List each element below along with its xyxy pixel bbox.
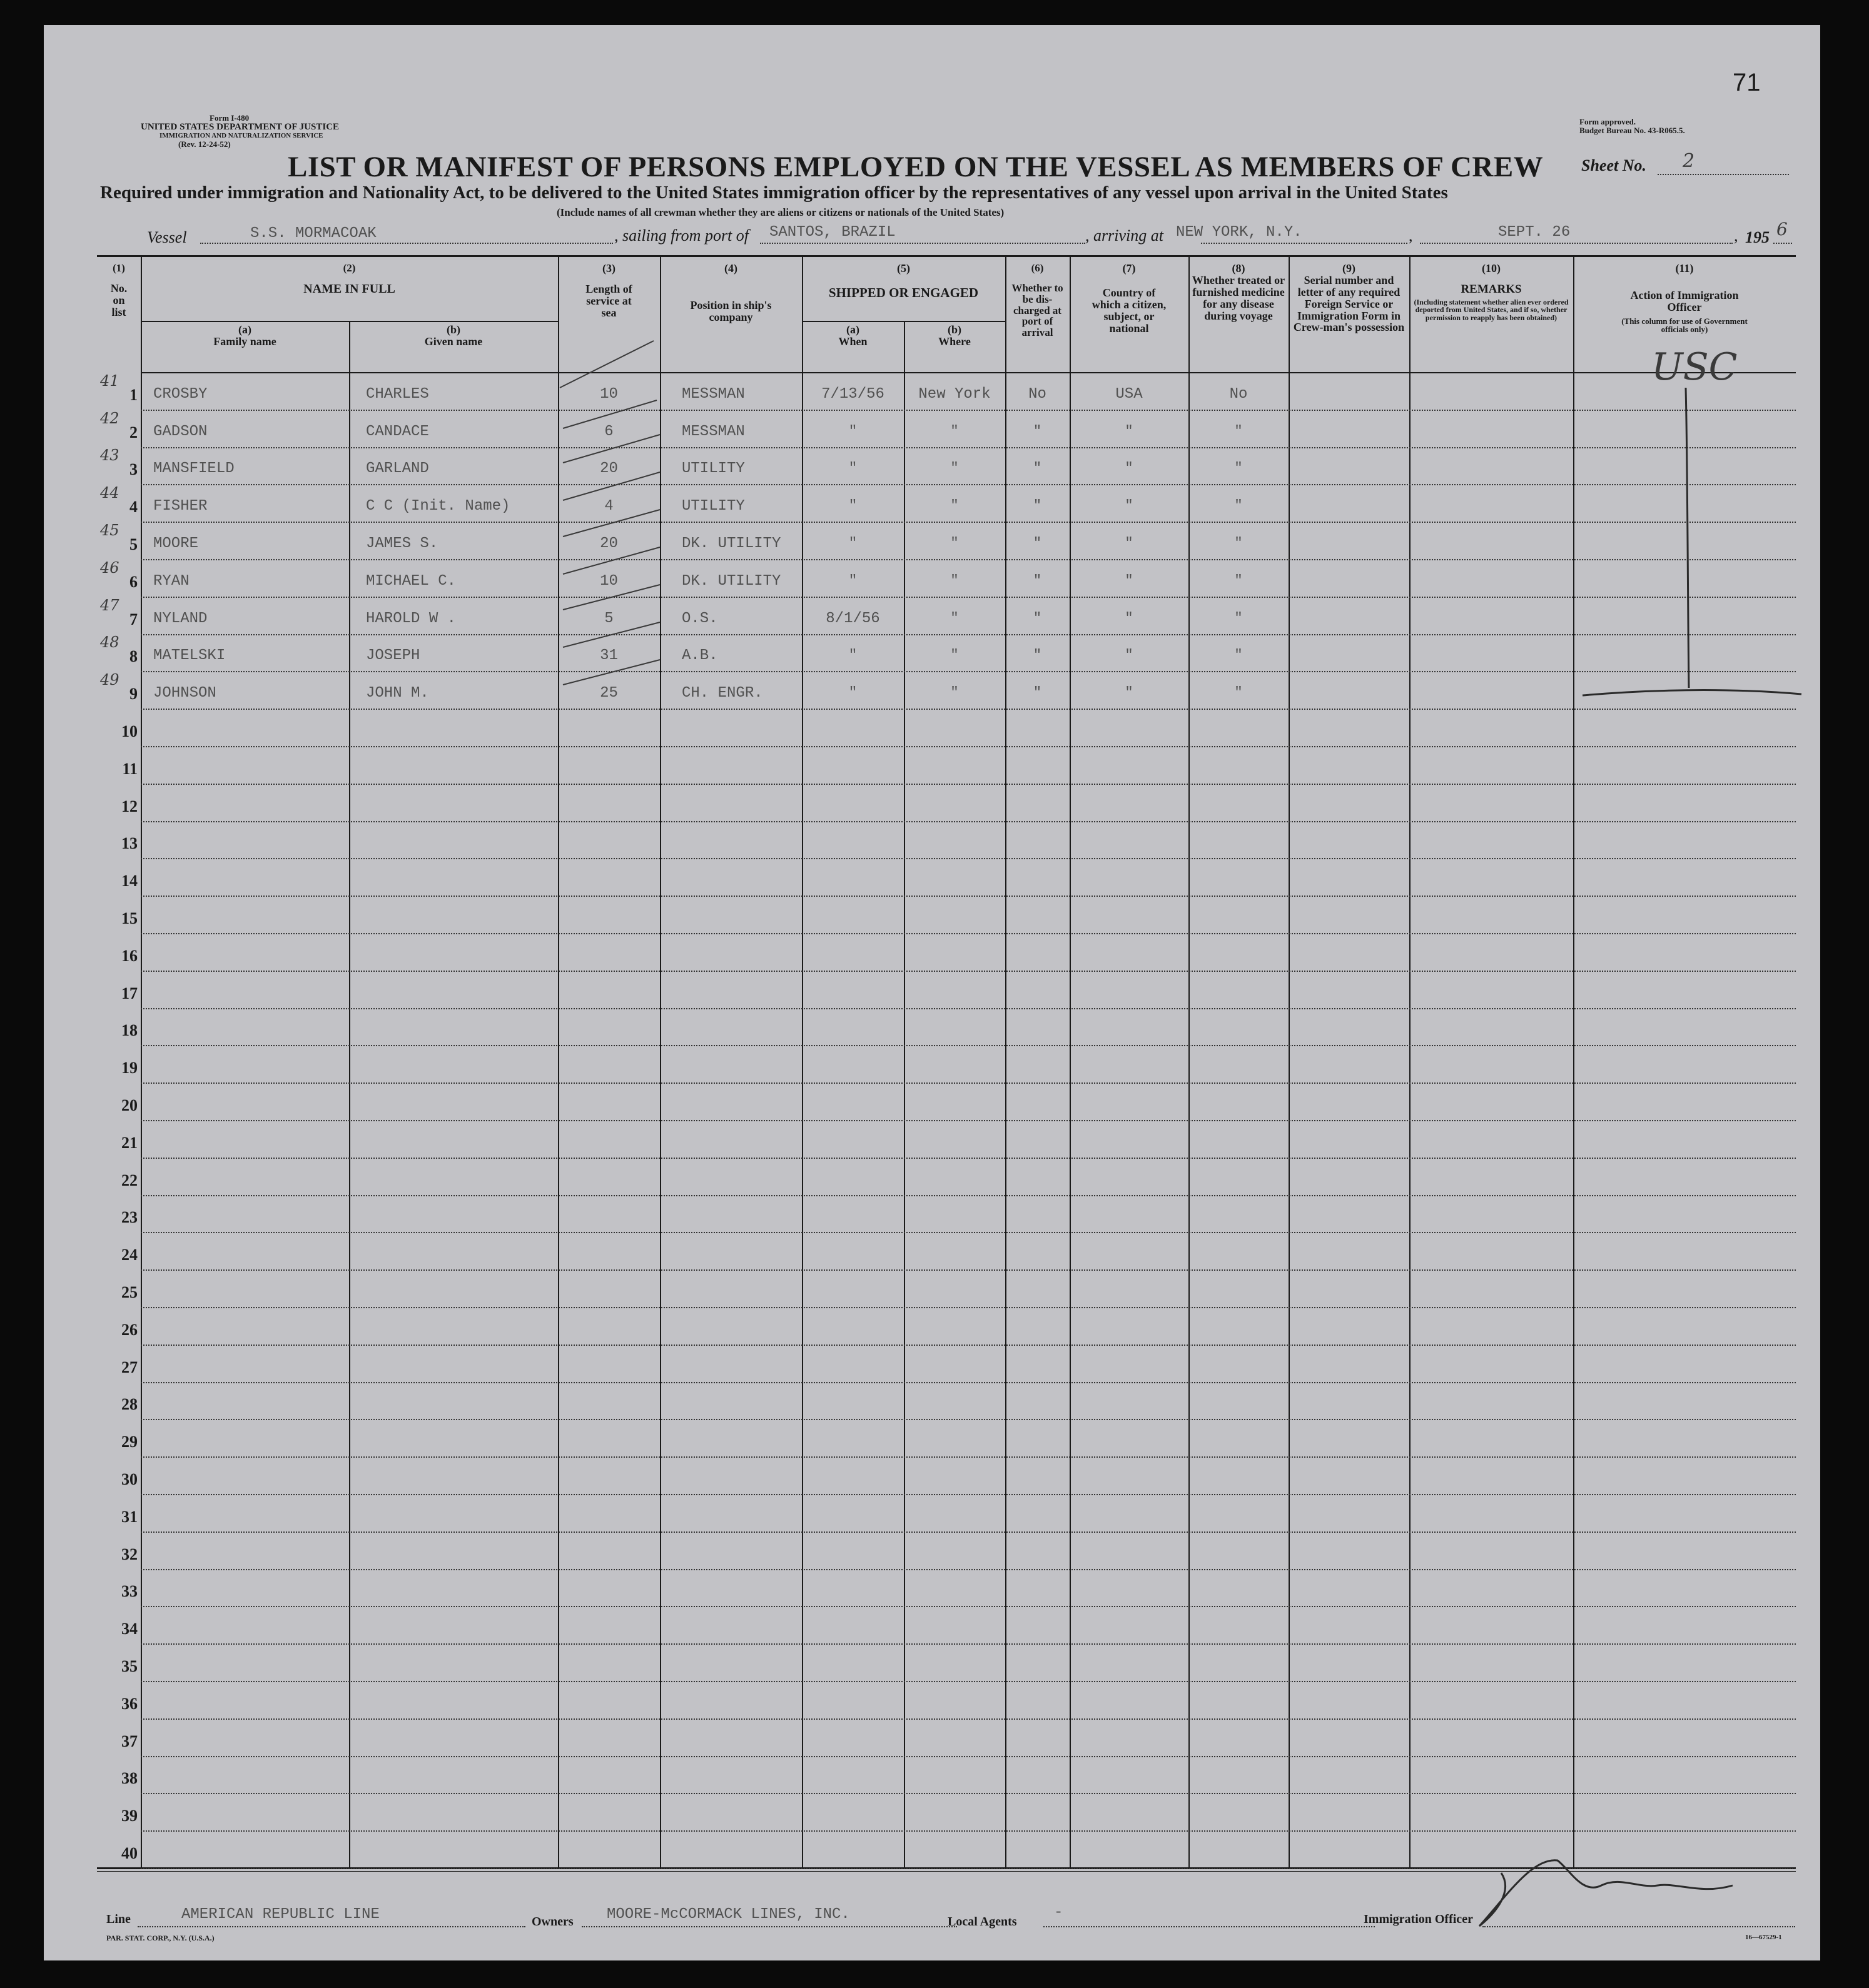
- cell-family: MATELSKI: [153, 647, 226, 664]
- cell-given: MICHAEL C.: [366, 573, 457, 590]
- line-number: 33: [121, 1582, 138, 1600]
- stroke-line: [563, 472, 660, 500]
- cell-position: MESSMAN: [682, 423, 745, 440]
- cell-family: MOORE: [153, 535, 199, 552]
- cell-medicine: ": [1234, 685, 1243, 700]
- footer-owners-value: MOORE-McCORMACK LINES, INC.: [607, 1906, 850, 1923]
- approval-line2: Budget Bureau No. 43-R065.5.: [1579, 126, 1685, 135]
- cell-discharged: ": [1033, 610, 1042, 626]
- cell-position: A.B.: [682, 647, 718, 664]
- col1-num: (1): [113, 262, 125, 274]
- cell-discharged: ": [1033, 498, 1042, 513]
- cell-medicine: ": [1234, 535, 1243, 551]
- cell-when: ": [848, 685, 858, 700]
- line-number: 28: [121, 1395, 138, 1413]
- handwritten-line-number: 42: [100, 410, 119, 427]
- cell-family: CROSBY: [153, 386, 208, 403]
- col5a-label: When: [838, 335, 868, 348]
- line-number: 10: [121, 722, 138, 740]
- line-number: 19: [121, 1059, 138, 1077]
- col3-num: (3): [602, 262, 615, 275]
- cell-discharged: ": [1033, 460, 1042, 476]
- officer-bracket: [1583, 388, 1801, 695]
- cell-service: 6: [604, 423, 614, 440]
- col2-label: NAME IN FULL: [303, 281, 395, 296]
- cell-discharged: ": [1033, 647, 1042, 663]
- handwritten-line-number: 44: [100, 484, 119, 502]
- cell-when: ": [848, 460, 858, 476]
- form-dept: UNITED STATES DEPARTMENT OF JUSTICE: [141, 122, 340, 132]
- cell-where: ": [950, 535, 959, 551]
- cell-when: ": [848, 573, 858, 588]
- line-number: 8: [129, 647, 138, 665]
- cell-service: 10: [600, 386, 618, 403]
- footer-line-underline: [138, 1926, 525, 1927]
- cell-position: O.S.: [682, 610, 718, 627]
- stroke-line: [563, 622, 660, 647]
- col9-label: Serial number and letter of any required Foreign Service or Immigration Form in Crew-man's possession: [1293, 273, 1405, 334]
- col5b-num: (b): [948, 323, 961, 336]
- col11-num: (11): [1675, 262, 1694, 275]
- cell-service: 20: [600, 460, 618, 477]
- col2b-label: Given name: [424, 335, 483, 348]
- cell-family: NYLAND: [153, 610, 208, 627]
- cell-medicine: ": [1234, 460, 1243, 476]
- line-number: 11: [122, 760, 138, 778]
- approval-line1: Form approved.: [1579, 117, 1636, 126]
- col2a-num: (a): [238, 323, 251, 336]
- cell-service: 31: [600, 647, 618, 664]
- footer-printer: PAR. STAT. CORP., N.Y. (U.S.A.): [106, 1934, 215, 1942]
- cell-when: 8/1/56: [826, 610, 880, 627]
- line-number: 9: [129, 685, 138, 703]
- cell-where: ": [950, 423, 959, 439]
- cell-country: ": [1125, 610, 1133, 626]
- cell-when: ": [848, 423, 858, 439]
- page-number: 71: [1733, 69, 1761, 96]
- stroke-line: [563, 400, 657, 428]
- cell-where: ": [950, 573, 959, 588]
- line-number: 1: [129, 386, 138, 404]
- cell-discharged: ": [1033, 423, 1042, 439]
- col11-label: Action of Immigration Officer: [1630, 288, 1739, 313]
- signature-stroke: [1479, 1860, 1733, 1926]
- footer-owners-label: Owners: [532, 1915, 574, 1929]
- line-number: 31: [121, 1508, 138, 1526]
- line-number: 36: [121, 1695, 138, 1713]
- line-number: 27: [121, 1358, 138, 1376]
- cell-country: USA: [1115, 386, 1143, 403]
- manifest-sheet: [44, 25, 1820, 1960]
- col2-num: (2): [343, 262, 356, 274]
- sheet-number: 2: [1683, 150, 1695, 172]
- cell-family: RYAN: [153, 573, 190, 590]
- col10-note: (Including statement whether alien ever ordered deported from United States, and if so, whether permission to reapply has been obtained): [1414, 297, 1569, 323]
- line-number: 21: [121, 1134, 138, 1152]
- cell-given: C C (Init. Name): [366, 498, 510, 515]
- col10-label: REMARKS: [1461, 282, 1522, 296]
- stroke-line: [560, 341, 654, 388]
- footer-line-label: Line: [106, 1912, 131, 1926]
- line-number: 34: [121, 1620, 138, 1638]
- subtitle: Required under immigration and Nationality Act, to be delivered to the United States immigration officer by the representatives of any vessel upon arrival in the United States: [100, 183, 1448, 203]
- year-digit: 6: [1776, 219, 1788, 240]
- handwritten-line-number: 46: [100, 559, 119, 577]
- cell-when: ": [848, 647, 858, 663]
- cell-medicine: No: [1229, 386, 1248, 403]
- line-number: 22: [121, 1171, 138, 1189]
- cell-where: ": [950, 498, 959, 513]
- footer-agents-label: Local Agents: [948, 1915, 1017, 1929]
- line-number: 40: [121, 1844, 138, 1862]
- cell-given: JAMES S.: [366, 535, 438, 552]
- cell-position: UTILITY: [682, 460, 745, 477]
- footer-agents-value: -: [1054, 1904, 1063, 1921]
- stroke-line: [563, 547, 660, 574]
- page-title: LIST OR MANIFEST OF PERSONS EMPLOYED ON THE VESSEL AS MEMBERS OF CREW: [288, 151, 1544, 183]
- line-number: 5: [129, 535, 138, 553]
- cell-when: 7/13/56: [821, 386, 884, 403]
- line-number: 2: [129, 423, 138, 441]
- col6-num: (6): [1031, 262, 1044, 274]
- line-number: 38: [121, 1769, 138, 1787]
- col7-label: Country of which a citizen, subject, or national: [1092, 286, 1167, 335]
- stroke-line: [563, 510, 660, 537]
- cell-position: DK. UTILITY: [682, 573, 781, 590]
- cell-where: ": [950, 647, 959, 663]
- handwritten-line-number: 45: [100, 522, 119, 539]
- stroke-line: [563, 585, 660, 610]
- cell-position: MESSMAN: [682, 386, 745, 403]
- arrival-date: SEPT. 26: [1498, 224, 1571, 241]
- footer-line-value: AMERICAN REPUBLIC LINE: [181, 1906, 380, 1923]
- line-number: 23: [121, 1208, 138, 1226]
- line-number: 7: [129, 610, 138, 628]
- col2b-num: (b): [447, 323, 460, 336]
- cell-given: JOHN M.: [366, 685, 429, 702]
- cell-family: FISHER: [153, 498, 208, 515]
- col11-note: (This column for use of Government officials only): [1621, 316, 1748, 335]
- cell-where: ": [950, 460, 959, 476]
- line-number: 29: [121, 1433, 138, 1451]
- cell-country: ": [1125, 573, 1133, 588]
- cell-family: MANSFIELD: [153, 460, 235, 477]
- handwritten-line-number: 41: [100, 372, 119, 390]
- cell-medicine: ": [1234, 573, 1243, 588]
- form-service: IMMIGRATION AND NATURALIZATION SERVICE: [160, 132, 323, 139]
- signature-path: [1479, 1860, 1733, 1926]
- cell-medicine: ": [1234, 423, 1243, 439]
- cell-medicine: ": [1234, 498, 1243, 513]
- col4-num: (4): [724, 262, 737, 275]
- line-number: 12: [121, 797, 138, 815]
- cell-country: ": [1125, 535, 1133, 551]
- cell-discharged: No: [1028, 386, 1046, 403]
- col4-label: Position in ship's company: [690, 298, 772, 323]
- service-strokes: [560, 341, 660, 685]
- cell-service: 25: [600, 685, 618, 702]
- cell-discharged: ": [1033, 685, 1042, 700]
- cell-service: 4: [604, 498, 614, 515]
- line-number: 15: [121, 909, 138, 927]
- line-number: 4: [129, 498, 138, 516]
- cell-service: 20: [600, 535, 618, 552]
- cell-given: CHARLES: [366, 386, 429, 403]
- cell-given: JOSEPH: [366, 647, 420, 664]
- vessel-name: S.S. MORMACOAK: [250, 225, 377, 242]
- cell-given: GARLAND: [366, 460, 429, 477]
- comma: ,: [1409, 226, 1413, 245]
- col2a-label: Family name: [213, 335, 276, 348]
- officer-vline: [1686, 388, 1689, 688]
- cell-service: 5: [604, 610, 614, 627]
- col1-label: No. on list: [110, 281, 128, 318]
- handwritten-line-number: 43: [100, 447, 119, 464]
- cell-country: ": [1125, 685, 1133, 700]
- line-number: 18: [121, 1021, 138, 1039]
- cell-country: ": [1125, 423, 1133, 439]
- line-number: 39: [121, 1807, 138, 1825]
- cell-when: ": [848, 535, 858, 551]
- cell-position: DK. UTILITY: [682, 535, 781, 552]
- line-number: 16: [121, 947, 138, 965]
- cell-where: ": [950, 610, 959, 626]
- cell-position: UTILITY: [682, 498, 745, 515]
- from-port: SANTOS, BRAZIL: [769, 224, 896, 241]
- cell-family: JOHNSON: [153, 685, 216, 702]
- line-number: 17: [121, 984, 138, 1002]
- col8-label: Whether treated or furnished medicine for any disease during voyage: [1192, 273, 1285, 322]
- cell-given: CANDACE: [366, 423, 429, 440]
- line-number: 30: [121, 1470, 138, 1488]
- sheet-label: Sheet No.: [1581, 156, 1646, 174]
- footer-agents-underline: [1043, 1926, 1375, 1927]
- line-number: 35: [121, 1657, 138, 1675]
- stroke-line: [563, 660, 660, 685]
- cell-discharged: ": [1033, 535, 1042, 551]
- cell-position: CH. ENGR.: [682, 685, 763, 702]
- col5-num: (5): [897, 262, 910, 275]
- col5-label: SHIPPED OR ENGAGED: [828, 285, 979, 300]
- cell-family: GADSON: [153, 423, 208, 440]
- cell-medicine: ": [1234, 610, 1243, 626]
- cell-country: ": [1125, 498, 1133, 513]
- handwritten-line-number: 47: [100, 597, 119, 614]
- col5a-num: (a): [846, 323, 859, 336]
- cell-discharged: ": [1033, 573, 1042, 588]
- handwritten-line-number: 48: [100, 633, 119, 651]
- cell-when: ": [848, 498, 858, 513]
- year-label: 195: [1745, 228, 1770, 246]
- col3-label: Length of service at sea: [585, 282, 632, 319]
- col10-num: (10): [1482, 262, 1501, 275]
- line-number: 14: [121, 872, 138, 890]
- cell-service: 10: [600, 573, 618, 590]
- footer-owners-underline: [582, 1926, 957, 1927]
- cell-country: ": [1125, 460, 1133, 476]
- officer-hline: [1583, 690, 1801, 696]
- line-number: 20: [121, 1096, 138, 1114]
- col8-num: (8): [1232, 262, 1245, 275]
- footer-form-code: 16—67529-1: [1745, 1934, 1782, 1941]
- from-label: , sailing from port of: [614, 226, 749, 245]
- cell-where: New York: [918, 386, 991, 403]
- line-number: 25: [121, 1283, 138, 1301]
- col6-label: Whether to be dis-charged at port of arrival: [1011, 281, 1063, 339]
- line-number: 6: [129, 573, 138, 591]
- line-number: 13: [121, 834, 138, 852]
- footer-officer-underline: [1482, 1926, 1795, 1927]
- cell-where: ": [950, 685, 959, 700]
- line-number: 32: [121, 1545, 138, 1563]
- pencil-marks: [44, 25, 1820, 1960]
- form-rev: (Rev. 12-24-52): [178, 139, 231, 149]
- form-number: Form I-480: [210, 113, 250, 123]
- cell-given: HAROLD W .: [366, 610, 457, 627]
- stroke-line: [563, 435, 660, 463]
- line-number: 3: [129, 460, 138, 478]
- line-number: 24: [121, 1246, 138, 1264]
- officer-mark: USC: [1651, 345, 1738, 389]
- arriving-port: NEW YORK, N.Y.: [1176, 224, 1302, 241]
- col9-num: (9): [1342, 262, 1355, 275]
- comma2: ,: [1734, 226, 1738, 245]
- col5b-label: Where: [938, 335, 971, 348]
- subnote: (Include names of all crewman whether they are aliens or citizens or nationals of the United States): [557, 206, 1005, 218]
- arriving-label: , arriving at: [1085, 226, 1163, 245]
- vessel-label: Vessel: [147, 228, 187, 246]
- cell-country: ": [1125, 647, 1133, 663]
- cell-medicine: ": [1234, 647, 1243, 663]
- col7-num: (7): [1122, 262, 1136, 275]
- footer-officer-label: Immigration Officer: [1364, 1912, 1473, 1926]
- line-number: 26: [121, 1321, 138, 1339]
- handwritten-line-number: 49: [100, 671, 119, 689]
- line-number: 37: [121, 1732, 138, 1750]
